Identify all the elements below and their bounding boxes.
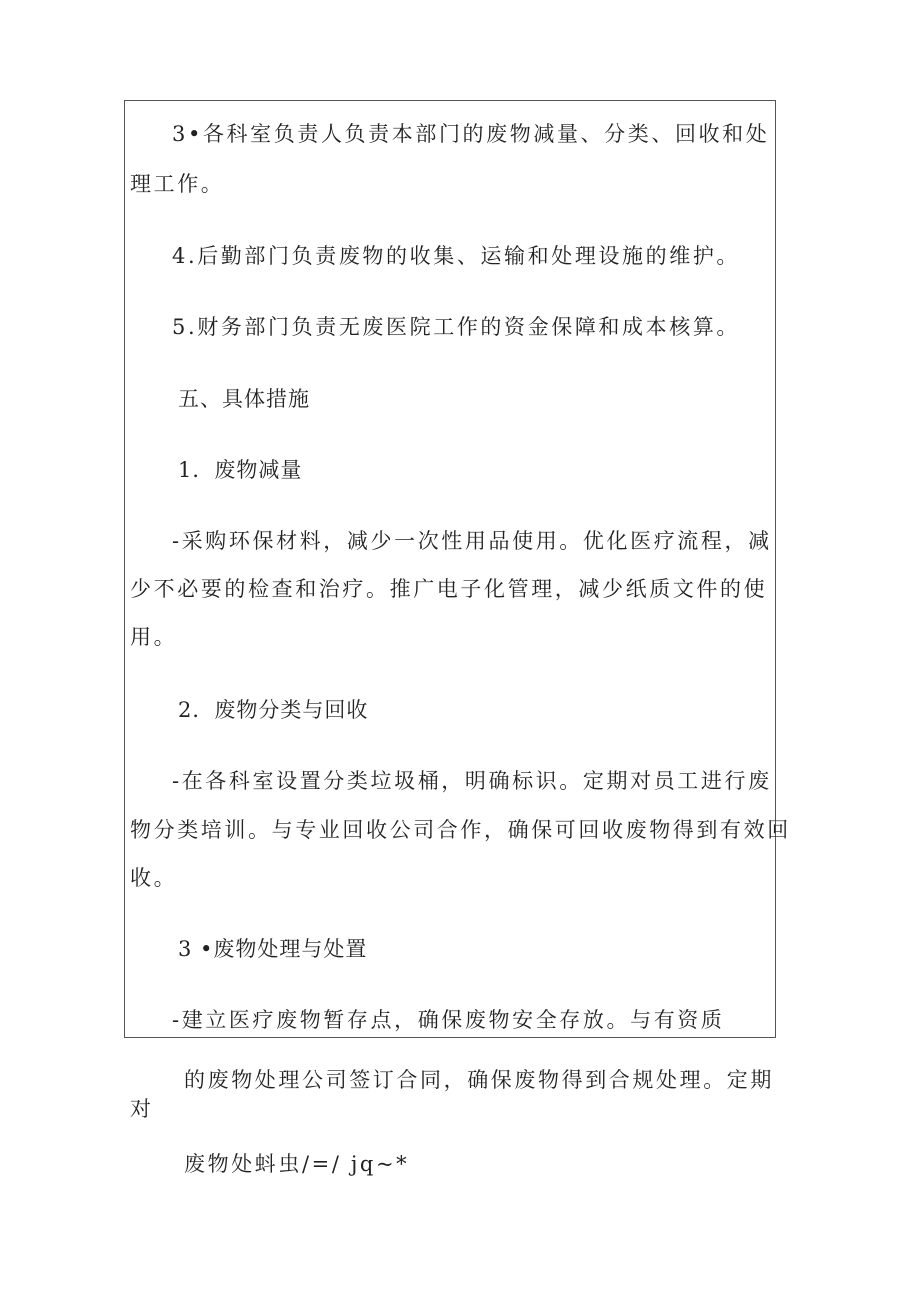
paragraph-1-line-3: 用。 [130,625,178,649]
paragraph-2-line-1: -在各科室设置分类垃圾桶，明确标识。定期对员工进行废 [172,769,772,793]
list-item-3: 3•各科室负责人负责本部门的废物减量、分类、回收和处 [172,122,770,146]
paragraph-2-line-3: 收。 [130,866,178,890]
outside-paragraph-line-2: 对 [130,1097,154,1121]
list-item-4: 4.后勤部门负责废物的收集、运输和处理设施的维护。 [172,244,741,268]
paragraph-1-line-1: -采购环保材料，减少一次性用品使用。优化医疗流程，减 [172,529,772,553]
paragraph-3-line-1: -建立医疗废物暂存点，确保废物安全存放。与有资质 [172,1008,725,1032]
paragraph-1-line-2: 少不必要的检查和治疗。推广电子化管理，减少纸质文件的使 [130,577,768,601]
subheading-2: 2．废物分类与回收 [178,698,369,722]
subheading-3: 3 •废物处理与处置 [178,937,368,961]
paragraph-2-line-2: 物分类培训。与专业回收公司合作，确保可回收废物得到有效回 [130,818,791,842]
list-item-3-cont: 理工作。 [130,172,225,196]
subheading-1: 1．废物减量 [178,458,303,482]
outside-paragraph-line-1: 的废物处理公司签订合同，确保废物得到合规处理。定期 [184,1068,774,1092]
text-box-frame [124,100,776,1038]
list-item-5: 5.财务部门负责无废医院工作的资金保障和成本核算。 [172,315,741,339]
section-heading: 五、具体措施 [178,387,310,411]
outside-paragraph-line-3: 废物处蚪虫/=/ jq~* [184,1152,410,1176]
